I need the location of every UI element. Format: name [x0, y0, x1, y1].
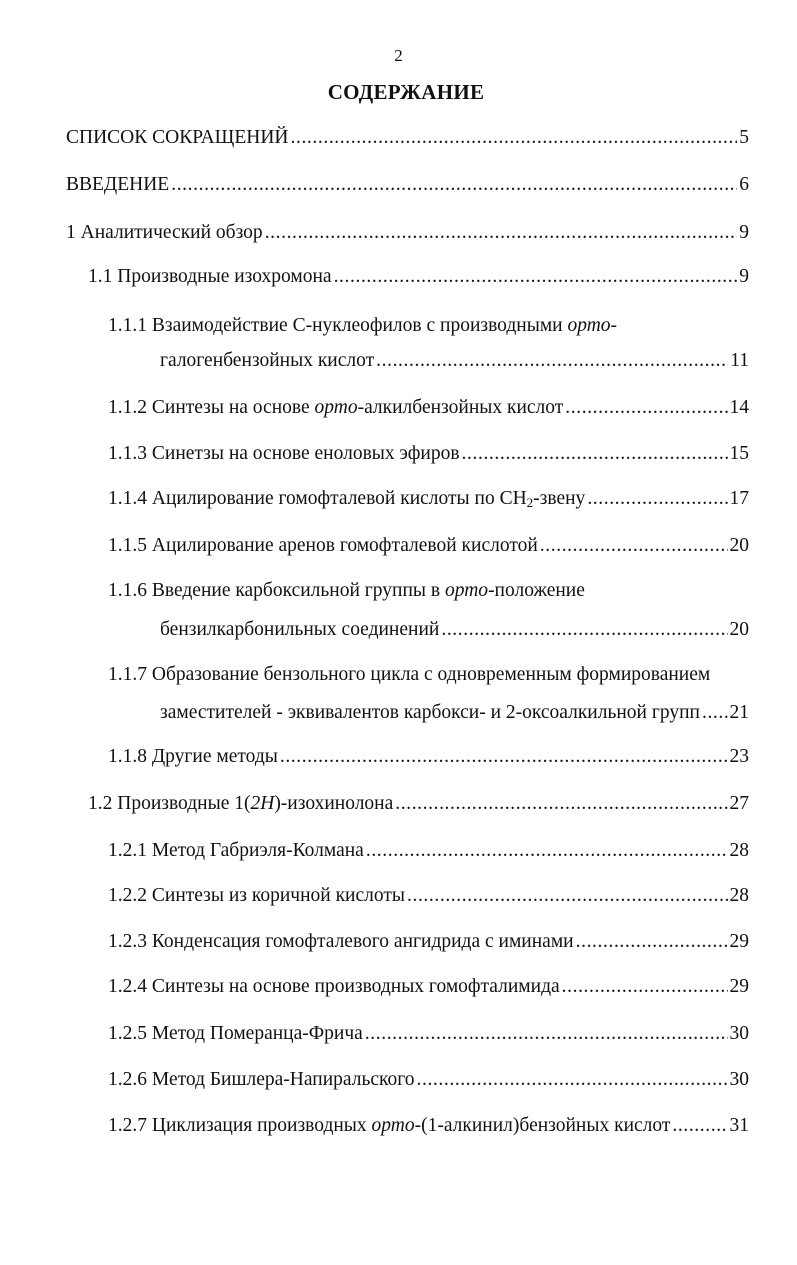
- page-number: 2: [394, 46, 403, 65]
- toc-leader-dots: [441, 617, 727, 643]
- toc-entry: [66, 172, 749, 198]
- toc-entry-text: галогенбензойных кислот: [160, 350, 375, 371]
- toc-entry-page: 30: [729, 1069, 749, 1090]
- toc-entry: [108, 533, 749, 559]
- toc-entry-page: 6: [739, 174, 749, 195]
- toc-entry-text-part: 1.2.7 Циклизация производных: [108, 1115, 372, 1136]
- toc-entry-text: -: [610, 315, 618, 336]
- toc-entry-text: бензилкарбонильных соединений: [160, 619, 440, 640]
- toc-entry-text: СПИСОК СОКРАЩЕНИЙ: [66, 127, 289, 148]
- toc-entry-text: [108, 486, 585, 512]
- toc-entry-text: 1.2.3 Конденсация гомофталевого ангидрида с иминами: [108, 931, 574, 952]
- toc-entry-text-part: -звену: [533, 488, 586, 509]
- toc-entry-page: 11: [730, 350, 749, 371]
- toc-entry: [108, 486, 749, 512]
- toc-entry: [108, 883, 749, 909]
- toc-entry: [108, 1067, 749, 1093]
- toc-entry: [108, 838, 749, 864]
- toc-entry: [108, 395, 749, 421]
- subscript: 2: [526, 495, 534, 510]
- toc-entry-italic: орто: [567, 315, 611, 336]
- toc-entry: [108, 1113, 749, 1139]
- toc-entry-text: 1.1 Производные изохромона: [88, 266, 332, 287]
- toc-entry: [108, 974, 749, 1000]
- toc-leader-dots: [672, 1113, 727, 1139]
- toc-entry: [88, 264, 749, 290]
- toc-entry-text: [88, 791, 393, 817]
- toc-entry-page: 31: [729, 1115, 749, 1136]
- toc-entry: [108, 929, 749, 955]
- toc-entry-page: 29: [729, 976, 749, 997]
- toc-entry-page: 20: [729, 535, 749, 556]
- toc-entry-page: 29: [729, 931, 749, 952]
- toc-entry-italic: 2H: [250, 793, 275, 814]
- toc-entry-text-part: -(1-алкинил)бензойных кислот: [414, 1115, 671, 1136]
- toc-leader-dots: [417, 1067, 728, 1093]
- toc-entry-page: 5: [739, 127, 749, 148]
- toc-leader-dots: [366, 838, 728, 864]
- toc-entry-text: 1.2.5 Метод Померанца-Фрича: [108, 1023, 363, 1044]
- toc-leader-dots: [291, 125, 738, 151]
- toc-entry: [108, 441, 749, 467]
- toc-entry-page: 15: [729, 443, 749, 464]
- toc-entry-text: [108, 1113, 670, 1139]
- toc-leader-dots: [540, 533, 728, 559]
- toc-entry-text: 1.1.8 Другие методы: [108, 746, 278, 767]
- toc-leader-dots: [280, 744, 728, 770]
- toc-entry-page: 9: [739, 266, 749, 287]
- toc-leader-dots: [376, 348, 728, 374]
- toc-entry-page: 23: [729, 746, 749, 767]
- toc-leader-dots: [576, 929, 728, 955]
- toc-leader-dots: [265, 220, 738, 246]
- toc-leader-dots: [334, 264, 738, 290]
- toc-entry-text-part: 1.1.2 Синтезы на основе: [108, 397, 315, 418]
- toc-entry: [108, 1021, 749, 1047]
- toc-entry: [66, 125, 749, 151]
- toc-entry-page: 28: [729, 885, 749, 906]
- toc-entry: [66, 220, 749, 246]
- toc-entry-text-part: 1.2 Производные 1(: [88, 793, 251, 814]
- toc-entry-text: -положение: [488, 580, 585, 601]
- toc-entry-text: [108, 395, 563, 421]
- toc-entry: [160, 700, 749, 726]
- toc-leader-dots: [171, 172, 737, 198]
- toc-leader-dots: [462, 441, 728, 467]
- toc-entry-text: 1.1.3 Синетзы на основе еноловых эфиров: [108, 443, 460, 464]
- toc-entry-italic: орто: [314, 397, 358, 418]
- toc-entry: [160, 348, 749, 374]
- toc-entry-first-line: [108, 578, 585, 604]
- toc-entry-page: 30: [729, 1023, 749, 1044]
- toc-entry: [88, 791, 749, 817]
- toc-entry-text: 1.2.2 Синтезы из коричной кислоты: [108, 885, 405, 906]
- toc-entry-text: 1.2.4 Синтезы на основе производных гомофталимида: [108, 976, 560, 997]
- toc-entry-page: 28: [729, 840, 749, 861]
- toc-entry-page: 9: [739, 222, 749, 243]
- toc-leader-dots: [562, 974, 728, 1000]
- toc-entry-first-line: [108, 313, 617, 339]
- toc-leader-dots: [365, 1021, 728, 1047]
- toc-entry-text: 1.2.1 Метод Габриэля-Колмана: [108, 840, 364, 861]
- toc-entry-text-part: -алкилбензойных кислот: [357, 397, 564, 418]
- toc-entry-text: 1.2.6 Метод Бишлера-Напиральского: [108, 1069, 415, 1090]
- toc-entry-page: 21: [729, 702, 749, 723]
- toc-leader-dots: [565, 395, 727, 421]
- toc-entry-page: 27: [729, 793, 749, 814]
- toc-entry: [160, 617, 749, 643]
- toc-leader-dots: [395, 791, 727, 817]
- toc-leader-dots: [702, 700, 728, 726]
- toc-entry-italic: орто: [371, 1115, 415, 1136]
- toc-entry-italic: орто: [444, 580, 489, 601]
- toc-entry-text: 1.1.1 Взаимодействие С-нуклеофилов с производными: [108, 315, 568, 336]
- toc-entry-page: 20: [729, 619, 749, 640]
- toc-leader-dots: [407, 883, 728, 909]
- toc-entry-text: ВВЕДЕНИЕ: [66, 174, 170, 195]
- toc-entry-page: 17: [729, 488, 749, 509]
- toc-entry-text-part: 1.1.4 Ацилирование гомофталевой кислоты по CH: [108, 488, 527, 509]
- toc-entry-text: 1 Аналитический обзор: [66, 222, 263, 243]
- toc-entry-page: 14: [729, 397, 749, 418]
- toc-leader-dots: [587, 486, 727, 512]
- toc-entry-text-part: )-изохинолона: [274, 793, 394, 814]
- toc-entry-text: 1.1.6 Введение карбоксильной группы в: [108, 580, 445, 601]
- toc-entry-text: 1.1.5 Ацилирование аренов гомофталевой кислотой: [108, 535, 538, 556]
- toc-entry-first-line: 1.1.7 Образование бензольного цикла с одновременным формированием: [108, 664, 711, 685]
- page-title: СОДЕРЖАНИЕ: [327, 80, 485, 104]
- toc-entry-text: заместителей - эквивалентов карбокси- и 2-оксоалкильной групп: [160, 702, 700, 723]
- toc-entry: [108, 744, 749, 770]
